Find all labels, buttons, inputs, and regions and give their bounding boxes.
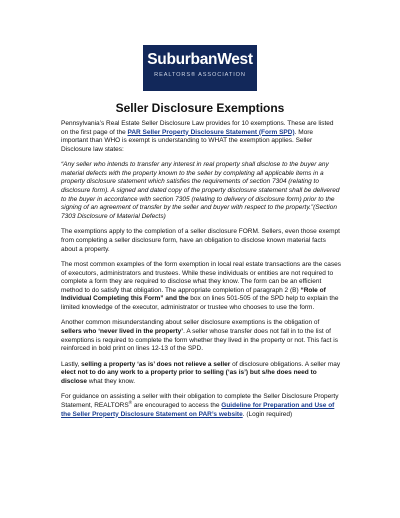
text: box on lines 501-505 of the SPD help to explain the limited knowledge of the executor, administrator or trustee who chooses to use the form. xyxy=(61,295,339,311)
text: For guidance on assisting a seller with their obligation to complete the Seller Disclosure Property Statement, REALTORS xyxy=(61,393,339,409)
text: Pennsylvania’s Real Estate Seller Disclosure Law provides for 10 exemptions. These are listed on the first page of the xyxy=(61,120,334,136)
paragraph-as-is xyxy=(61,361,341,387)
bold-text: elect not to do any work to a property prior to selling (‘as is’) but s/he does need to disclose xyxy=(61,369,317,385)
paragraph-exemptions-apply xyxy=(61,228,341,254)
bold-text: selling a property ‘as is’ does not relieve a seller xyxy=(81,360,231,368)
logo-brand-suburban: Suburban xyxy=(147,51,218,68)
logo-tagline: REALTORS® ASSOCIATION xyxy=(154,72,246,78)
text: Lastly, xyxy=(61,360,82,368)
text: what they know. xyxy=(87,377,136,385)
text: . More important than WHO is exempt is understanding to WHAT the exemption applies. Seller Disclosure law states: xyxy=(61,128,314,153)
logo-brand-west: West xyxy=(217,51,253,68)
text: are encouraged to access the xyxy=(132,401,222,409)
text: . A seller whose transfer does not fall in to the list of exemptions is required to complete the form whether they lived in the property or not. This fact is reinforced in bold print on lines 12-13 of the SPD. xyxy=(61,328,338,353)
bold-text: “Role of Individual Completing this Form” and the xyxy=(61,286,326,303)
text: “Any seller who intends to transfer any interest in real property shall disclose to the buyer any material defects with the property known to the seller by completing all applicable items in a property disclosure statement which satisfies the requirements of section 7304 (relating to disclosure form). A signed and dated copy of the property disclosure statement shall be delivered to the buyer in accordance with section 7305 (relating to delivery of disclosure form) prior to the signing of an agreement of transfer by the seller and buyer with respect to the property. xyxy=(61,161,340,212)
text: of disclosure obligations. A seller may xyxy=(230,360,341,368)
paragraph-guidance xyxy=(61,393,341,419)
spd-form-link[interactable]: PAR Seller Property Disclosure Statement (Form SPD) xyxy=(127,128,295,136)
paragraph-common-examples xyxy=(61,261,341,313)
text: . (Login required) xyxy=(242,410,293,418)
paragraph-never-lived xyxy=(61,319,341,353)
bold-text: sellers who ‘never lived in the property’ xyxy=(61,328,184,336)
paragraph-law-quote xyxy=(61,161,341,221)
text: The exemptions apply to the completion of a seller disclosure FORM. Sellers, even those exempt from completing a seller disclosure form, have an obligation to disclose known material facts about a property. xyxy=(61,228,340,253)
text: Another common misunderstanding about seller disclosure exemptions is the obligation of xyxy=(61,319,320,327)
text: The most common examples of the form exemption in local real estate transactions are the cases of executors, administrators and trustees. While these individuals or entities are not required to complete a form they are required to disclose what they know. The form can be an efficient method to do satisfy that obligation. The appropriate completion of paragraph 2 (B) xyxy=(61,260,341,294)
paragraph-intro xyxy=(61,120,341,154)
page-title: Seller Disclosure Exemptions xyxy=(115,101,285,115)
document-body xyxy=(61,120,341,426)
guideline-link[interactable]: Guideline for Preparation and Use of the Seller Property Disclosure Statement on PAR’s website xyxy=(61,401,335,418)
suburban-west-logo xyxy=(143,45,257,91)
registered-mark: ® xyxy=(128,399,133,405)
logo-wordmark xyxy=(143,51,257,69)
text: ”(Section 7303 Disclosure of Material Defects) xyxy=(61,204,337,220)
